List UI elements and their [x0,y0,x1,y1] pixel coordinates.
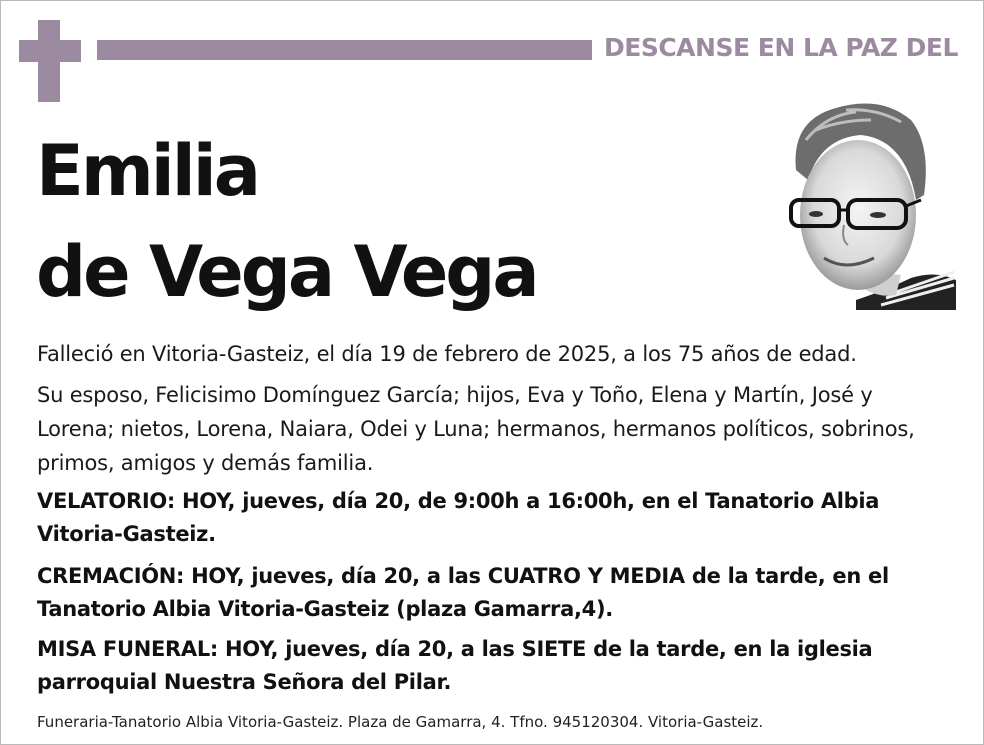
header-title: DESCANSE EN LA PAZ DEL [604,33,958,62]
death-notice-text: Falleció en Vitoria-Gasteiz, el día 19 de febrero de 2025, a los 75 años de edad. [37,342,857,366]
cross-horizontal-bar [19,40,81,62]
velatorio-text: VELATORIO: HOY, jueves, día 20, de 9:00h a 16:00h, en el Tanatorio Albia Vitoria-Gasteiz. [37,489,880,546]
deceased-portrait-photo [786,100,956,310]
deceased-first-name: Emilia [36,130,258,212]
cremacion-text: CREMACIÓN: HOY, jueves, día 20, a las CUATRO Y MEDIA de la tarde, en el Tanatorio Albia Vitoria-Gasteiz (plaza Gamarra,4). [37,564,889,621]
misa-funeral-text: MISA FUNERAL: HOY, jueves, día 20, a las SIETE de la tarde, en la iglesia parroquial Nuestra Señora del Pilar. [37,637,873,694]
family-text: Su esposo, Felicisimo Domínguez García; hijos, Eva y Toño, Elena y Martín, José y Lorena; nietos, Lorena, Naiara, Odei y Luna; hermanos, hermanos políticos, sobrinos, primos, amigos y demás familia. [37,383,915,475]
header-rule [97,40,592,60]
deceased-surnames: de Vega Vega [36,231,537,313]
funeral-home-footer: Funeraria-Tanatorio Albia Vitoria-Gasteiz. Plaza de Gamarra, 4. Tfno. 945120304. Vitoria-Gasteiz. [37,713,764,731]
